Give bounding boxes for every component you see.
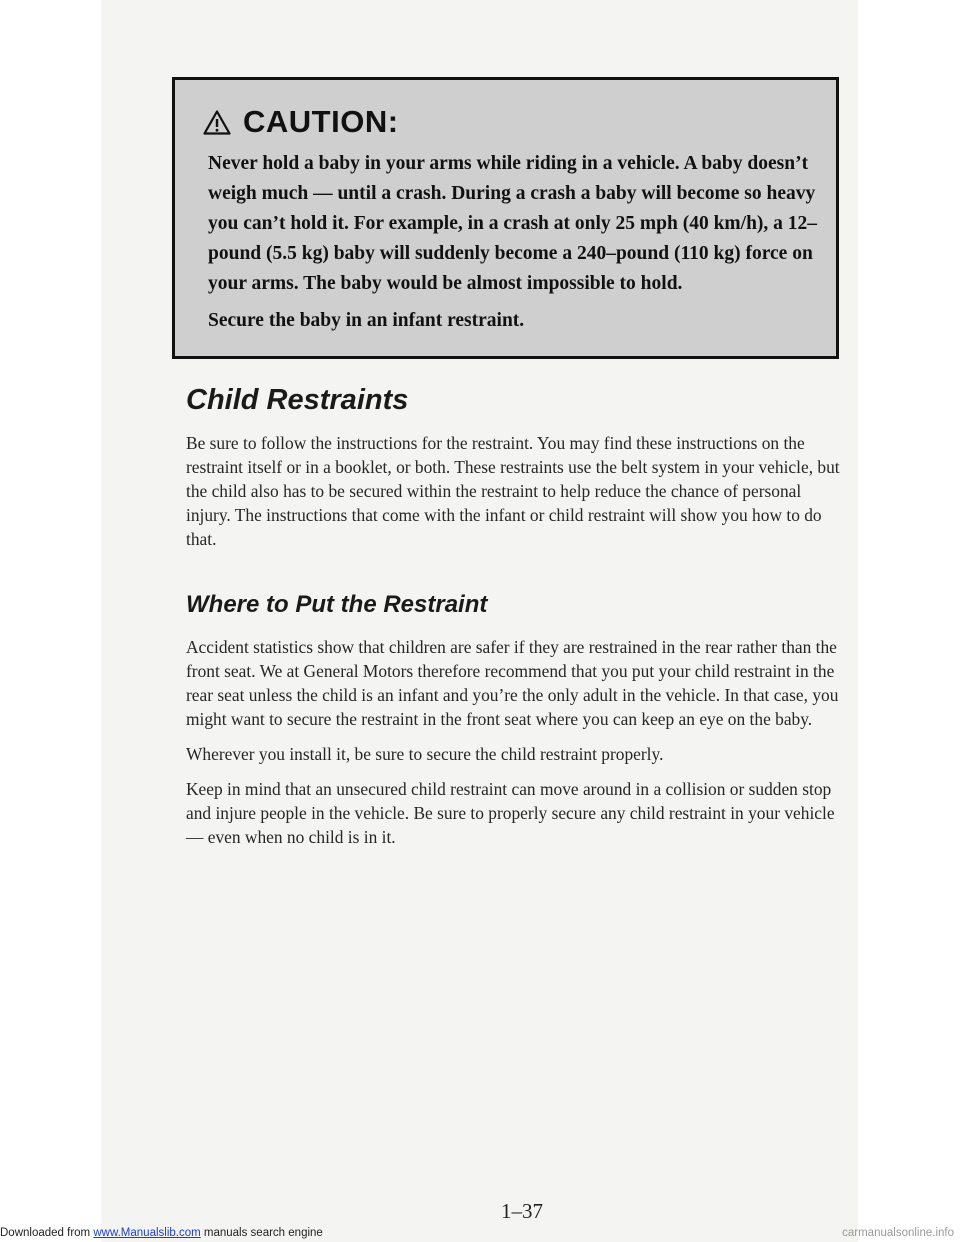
section-heading-child-restraints: Child Restraints [186, 384, 409, 416]
manualslib-link[interactable]: www.Manualslib.com [93, 1227, 201, 1239]
child-restraints-body [186, 431, 846, 551]
where-to-put-body [186, 635, 846, 849]
page-number: 1–37 [501, 1199, 543, 1223]
body-paragraph: Keep in mind that an unsecured child restraint can move around in a collision or sudden stop and injure people in the vehicle. Be sure to properly secure any child restraint in your vehicle — even when no child is in it. [186, 779, 835, 847]
footer-prefix: Downloaded from [0, 1227, 94, 1239]
watermark-text: carmanualsonline.info [842, 1227, 954, 1239]
caution-title: CAUTION: [243, 104, 399, 139]
body-paragraph: Wherever you install it, be sure to secure the child restraint properly. [186, 744, 664, 764]
download-footer [0, 1227, 323, 1239]
caution-box [172, 77, 839, 359]
warning-triangle-icon [203, 110, 231, 135]
section-heading-where-to-put: Where to Put the Restraint [186, 591, 488, 618]
footer-suffix: manuals search engine [200, 1227, 323, 1239]
caution-paragraph: Secure the baby in an infant restraint. [208, 310, 525, 331]
caution-header [203, 104, 399, 140]
caution-body [208, 149, 818, 336]
body-paragraph: Accident statistics show that children are safer if they are restrained in the rear rather than the front seat. We at General Motors therefore recommend that you put your child restraint in the rear seat unless the child is an infant and you’re the only adult in the vehicle. In that case, you might want to secure the restraint in the front seat where you can keep an eye on the baby. [186, 637, 839, 729]
body-paragraph: Be sure to follow the instructions for the restraint. You may find these instructions on the restraint itself or in a booklet, or both. These restraints use the belt system in your vehicle, but the child also has to be secured within the restraint to help reduce the chance of personal injury. The instructions that come with the infant or child restraint will show you how to do that. [186, 433, 840, 549]
caution-paragraph: Never hold a baby in your arms while riding in a vehicle. A baby doesn’t weigh much — until a crash. During a crash a baby will become so heavy you can’t hold it. For example, in a crash at only 25 mph (40 km/h), a 12–pound (5.5 kg) baby will suddenly become a 240–pound (110 kg) force on your arms. The baby would be almost impossible to hold. [208, 153, 818, 294]
